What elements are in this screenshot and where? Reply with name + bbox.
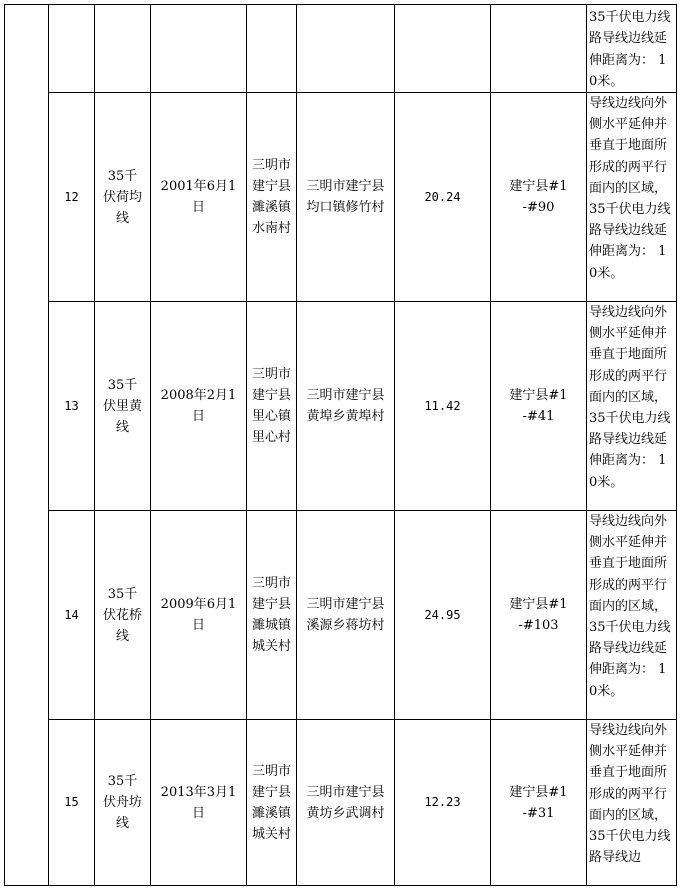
row-number: 14 bbox=[49, 511, 95, 720]
line-name: 35千伏花桥线 bbox=[95, 511, 151, 720]
end-location: 三明市建宁县黄坊乡武调村 bbox=[297, 720, 395, 886]
tower-range: 建宁县#1-#31 bbox=[491, 720, 587, 886]
line-length: 20.24 bbox=[395, 93, 491, 302]
start-location: 三明市建宁县濉溪镇水南村 bbox=[247, 93, 297, 302]
commission-date: 2001年6月1日 bbox=[151, 93, 247, 302]
tower-range: 建宁县#1-#41 bbox=[491, 302, 587, 511]
protection-range-cell: 导线边线向外侧水平延伸并垂直于地面所形成的两平行面内的区域，35千伏电力线路导线边线延伸距离为： 10米。 bbox=[587, 302, 677, 511]
start-location: 三明市建宁县濉溪镇城关村 bbox=[247, 720, 297, 886]
tower-range: 建宁县#1-#90 bbox=[491, 93, 587, 302]
commission-date: 2009年6月1日 bbox=[151, 511, 247, 720]
line-name: 35千伏里黄线 bbox=[95, 302, 151, 511]
protection-range-cell: 导线边线向外侧水平延伸并垂直于地面所形成的两平行面内的区域，35千伏电力线路导线边 bbox=[587, 720, 677, 886]
table-row bbox=[5, 720, 677, 886]
start-location: 三明市建宁县里心镇里心村 bbox=[247, 302, 297, 511]
row-number: 12 bbox=[49, 93, 95, 302]
line-name: 35千伏荷均线 bbox=[95, 93, 151, 302]
table-row-partial bbox=[5, 5, 677, 93]
power-line-table bbox=[4, 4, 677, 886]
end-location: 三明市建宁县溪源乡蒋坊村 bbox=[297, 511, 395, 720]
row-number: 13 bbox=[49, 302, 95, 511]
row-number: 15 bbox=[49, 720, 95, 886]
table-row bbox=[5, 302, 677, 511]
table-row bbox=[5, 511, 677, 720]
line-length: 11.42 bbox=[395, 302, 491, 511]
end-location: 三明市建宁县均口镇修竹村 bbox=[297, 93, 395, 302]
protection-range-cell: 导线边线向外侧水平延伸并垂直于地面所形成的两平行面内的区域，35千伏电力线路导线边线延伸距离为： 10米。 bbox=[587, 93, 677, 302]
merged-left-cell bbox=[5, 5, 49, 886]
end-location: 三明市建宁县黄埠乡黄埠村 bbox=[297, 302, 395, 511]
commission-date: 2008年2月1日 bbox=[151, 302, 247, 511]
protection-range-cell: 导线边线向外侧水平延伸并垂直于地面所形成的两平行面内的区域，35千伏电力线路导线边线延伸距离为： 10米。 bbox=[587, 511, 677, 720]
line-length: 12.23 bbox=[395, 720, 491, 886]
commission-date: 2013年3月1日 bbox=[151, 720, 247, 886]
table-row bbox=[5, 93, 677, 302]
protection-range-cell: 35千伏电力线路导线边线延伸距离为： 10米。 bbox=[587, 5, 677, 93]
line-length: 24.95 bbox=[395, 511, 491, 720]
line-name: 35千伏舟坊线 bbox=[95, 720, 151, 886]
tower-range: 建宁县#1-#103 bbox=[491, 511, 587, 720]
start-location: 三明市建宁县濉城镇城关村 bbox=[247, 511, 297, 720]
